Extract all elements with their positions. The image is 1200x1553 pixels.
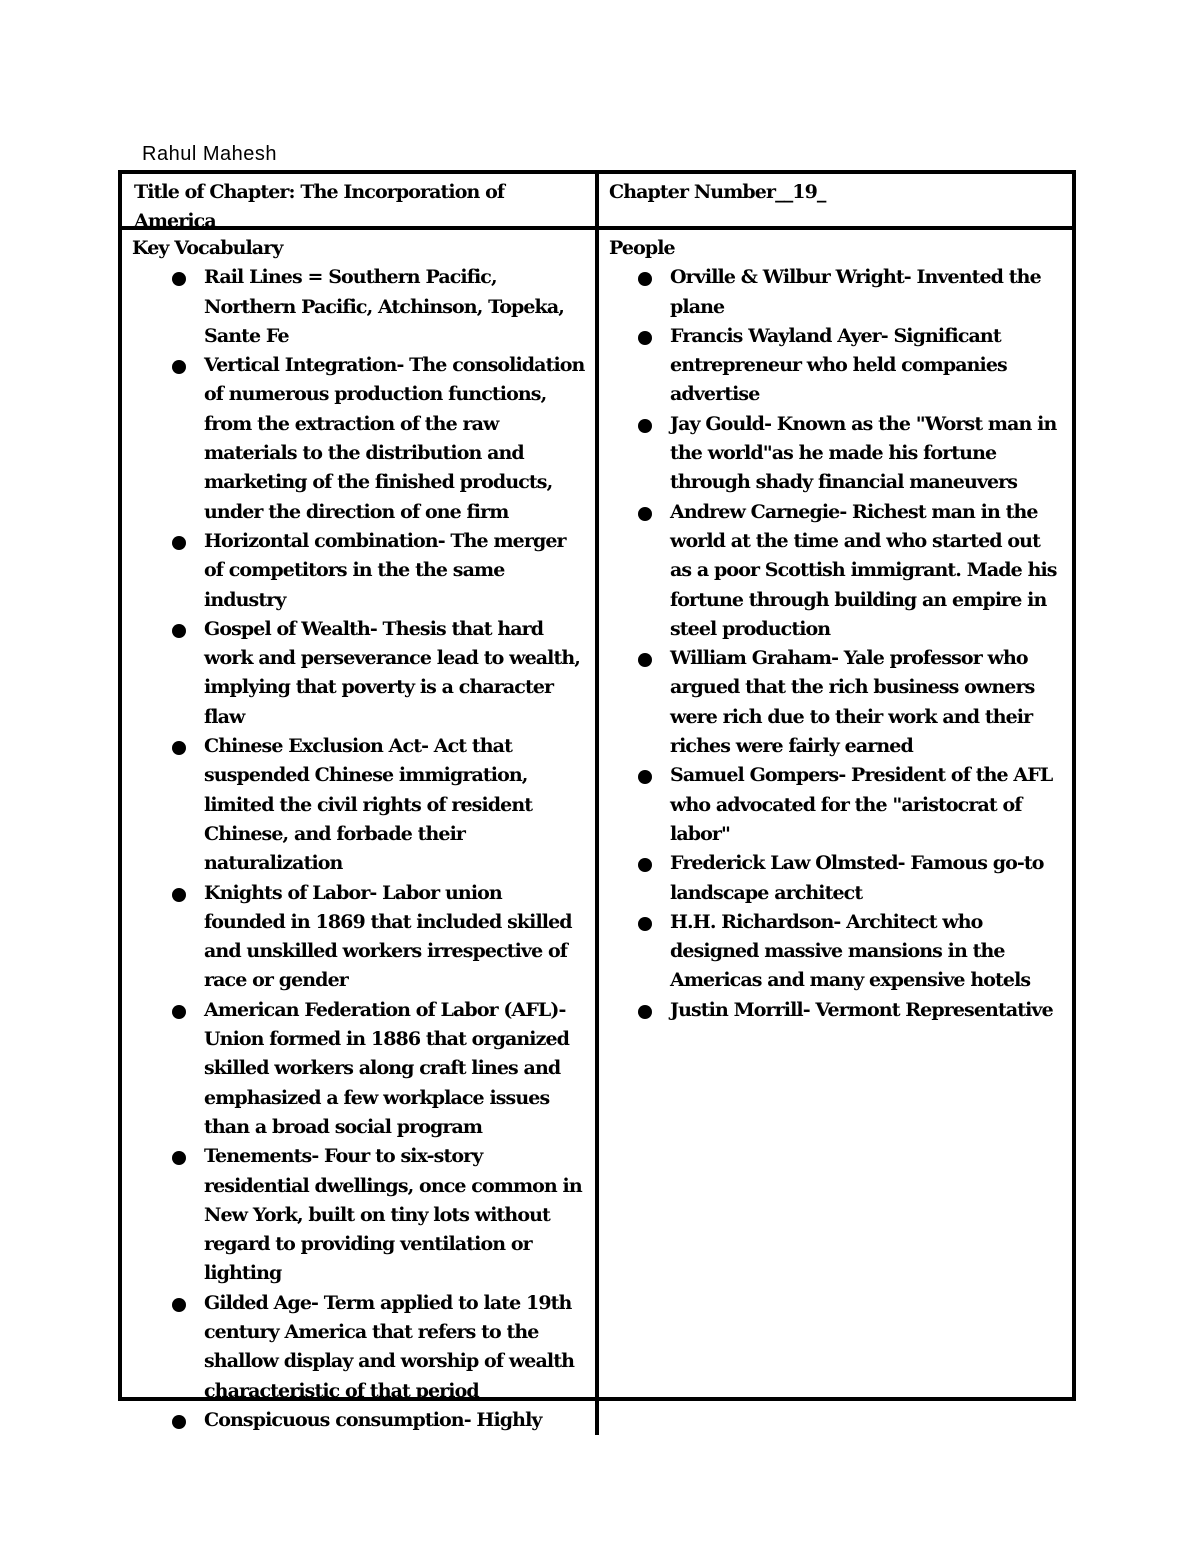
list-item-text: Samuel Gompers- President of the AFL who advocated for the "aristocrat of labor" (670, 764, 1053, 845)
list-item-text: American Federation of Labor (AFL)- Union formed in 1886 that organized skilled workers along craft lines and emphasized a few workplace issues than a broad social program (204, 998, 570, 1138)
list-item (609, 996, 1062, 1025)
bullet-icon (172, 624, 186, 638)
list-item (609, 498, 1062, 644)
list-item-text: Gospel of Wealth- Thesis that hard work and perseverance lead to wealth, implying that poverty is a character flaw (204, 617, 581, 728)
chapter-notes-table (118, 170, 1076, 1431)
list-item-text: Justin Morrill- Vermont Representative (670, 998, 1053, 1021)
list-item-text: Conspicuous consumption- Highly (204, 1408, 542, 1431)
list-item (132, 732, 585, 878)
list-item (609, 908, 1062, 996)
list-item (132, 263, 585, 351)
chapter-number: Chapter Number__19_ (609, 181, 826, 203)
list-item (609, 761, 1062, 849)
list-item-text: Chinese Exclusion Act- Act that suspended Chinese immigration, limited the civil rights of resident Chinese, and forbade their naturalization (204, 735, 533, 875)
bullet-icon (638, 858, 652, 872)
bullet-icon (638, 419, 652, 433)
author-name: Rahul Mahesh (142, 143, 277, 165)
list-item (609, 263, 1062, 322)
bullet-icon (638, 272, 652, 286)
list-item-text: Frederick Law Olmsted- Famous go-to landscape architect (670, 852, 1044, 904)
list-item-text: Gilded Age- Term applied to late 19th century America that refers to the shallow display and worship of wealth characteristic of that period (204, 1291, 574, 1402)
bullet-icon (172, 1415, 186, 1429)
list-item (132, 527, 585, 615)
chapter-number-cell (599, 174, 1072, 230)
bullet-icon (172, 272, 186, 286)
list-item (609, 849, 1062, 908)
bullet-icon (638, 507, 652, 521)
key-vocabulary-cell (122, 230, 599, 1435)
list-item (132, 351, 585, 527)
list-item-text: Orville & Wilbur Wright- Invented the plane (670, 266, 1041, 318)
list-item-text: Vertical Integration- The consolidation of numerous production functions, from the extraction of the raw materials to the distribution and marketing of the finished products, under the direction of one firm (204, 354, 585, 523)
list-item-text: Francis Wayland Ayer- Significant entrepreneur who held companies advertise (670, 324, 1007, 406)
list-item (132, 615, 585, 732)
list-item (132, 996, 585, 1142)
list-item-text: Horizontal combination- The merger of competitors in the the same industry (204, 529, 566, 611)
chapter-title: Title of Chapter: The Incorporation of America (134, 181, 505, 233)
list-item (609, 410, 1062, 498)
list-item-text: Rail Lines = Southern Pacific, Northern Pacific, Atchinson, Topeka, Sante Fe (204, 266, 564, 347)
list-item-text: William Graham- Yale professor who argued that the rich business owners were rich due to their work and their riches were fairly earned (670, 647, 1035, 758)
bullet-icon (638, 917, 652, 931)
list-item-text: Andrew Carnegie- Richest man in the world at the time and who started out as a poor Scottish immigrant. Made his fortune through building an empire in steel production (670, 500, 1057, 640)
list-item (132, 1406, 585, 1435)
people-cell (599, 230, 1072, 1435)
list-item (609, 644, 1062, 761)
bullet-icon (638, 653, 652, 667)
bullet-icon (638, 770, 652, 784)
bullet-icon (638, 331, 652, 345)
bullet-icon (172, 1005, 186, 1019)
bullet-icon (638, 1005, 652, 1019)
key-vocabulary-heading: Key Vocabulary (132, 237, 283, 259)
list-item (132, 1142, 585, 1288)
bullet-icon (172, 536, 186, 550)
bullet-icon (172, 360, 186, 374)
bullet-icon (172, 888, 186, 902)
bullet-icon (172, 741, 186, 755)
vocabulary-list (132, 263, 585, 1435)
people-list (609, 263, 1062, 1025)
list-item (609, 322, 1062, 410)
list-item (132, 879, 585, 996)
list-item-text: Jay Gould- Known as the "Worst man in the world"as he made his fortune through shady financial maneuvers (670, 412, 1057, 494)
list-item (132, 1289, 585, 1406)
bullet-icon (172, 1298, 186, 1312)
list-item-text: H.H. Richardson- Architect who designed massive mansions in the Americas and many expensive hotels (670, 910, 1031, 992)
bullet-icon (172, 1151, 186, 1165)
list-item-text: Knights of Labor- Labor union founded in 1869 that included skilled and unskilled workers irrespective of race or gender (204, 881, 572, 992)
chapter-title-cell (122, 174, 599, 233)
people-heading: People (609, 237, 675, 259)
list-item-text: Tenements- Four to six-story residential dwellings, once common in New York, built on tiny lots without regard to providing ventilation or lighting (204, 1145, 582, 1285)
